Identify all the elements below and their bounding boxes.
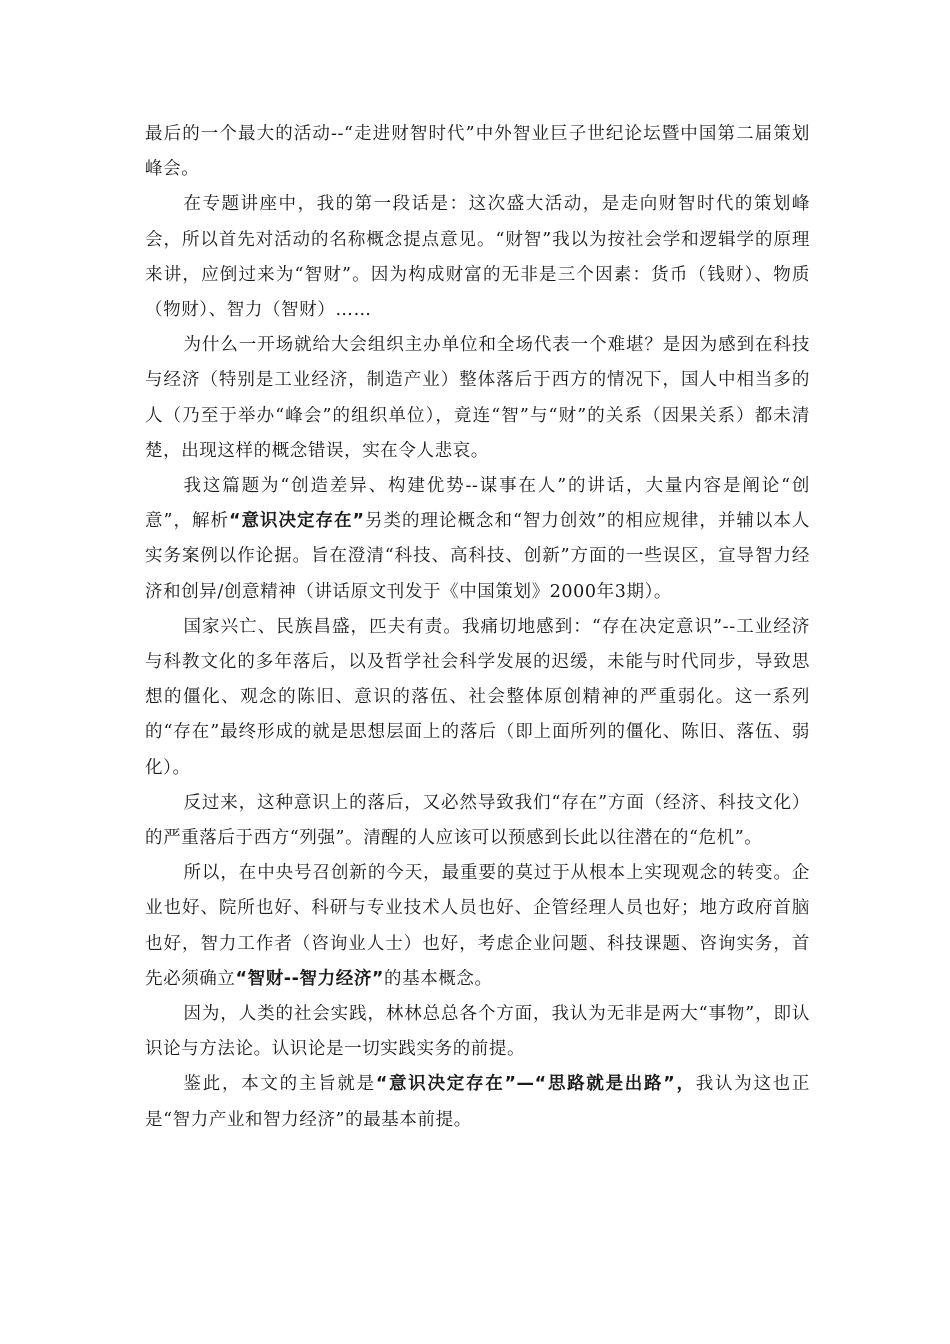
paragraph-1 [145, 187, 810, 328]
paragraph-0 [145, 117, 810, 187]
document-body [145, 117, 810, 1138]
paragraph-text: 国家兴亡、民族昌盛，匹夫有责。我痛切地感到：“存在决定意识”--工业经济与科教文化的多年落后，以及哲学社会科学发展的迟缓，未能与时代同步，导致思想的僵化、观念的陈旧、意识的落伍、社会整体原创精神的严重弱化。这一系列的“存在”最终形成的就是思想层面上的落后（即上面所列的僵化、陈旧、落伍、弱化）。 [145, 616, 810, 778]
paragraph-text: 因为，人类的社会实践，林林总总各个方面，我认为无非是两大“事物”，即认识论与方法论。认识论是一切实践实务的前提。 [145, 1004, 810, 1060]
paragraph-text: 的基本概念。 [384, 968, 493, 989]
bold-emphasis: “智财--智力经济” [235, 968, 385, 989]
bold-emphasis: “意识决定存在”—“思路就是出路”， [375, 1074, 696, 1095]
bold-emphasis: “意识决定存在” [228, 511, 365, 532]
paragraph-7 [145, 997, 810, 1067]
paragraph-text: 另类的理论概念和“智力创效”的相应规律，并辅以本人实务案例以作论据。旨在澄清“科技、高科技、创新”方面的一些误区，宣导智力经济和创异/创意精神（讲话原文刊发于《中国策划》2000年3期）。 [145, 511, 810, 602]
paragraph-text: 在专题讲座中，我的第一段话是：这次盛大活动，是走向财智时代的策划峰会，所以首先对活动的名称概念提点意见。“财智”我以为按社会学和逻辑学的原理来讲，应倒过来为“智财”。因为构成财富的无非是三个因素：货币（钱财）、物质（物财）、智力（智财）…… [145, 194, 810, 321]
paragraph-4 [145, 610, 810, 786]
paragraph-5 [145, 786, 810, 856]
paragraph-text: 最后的一个最大的活动--“走进财智时代”中外智业巨子世纪论坛暨中国第二届策划峰会。 [145, 124, 810, 180]
paragraph-text: 我认为这也正是“智力产业和智力经济”的最基本前提。 [145, 1074, 811, 1130]
paragraph-8 [145, 1067, 810, 1137]
paragraph-2 [145, 328, 810, 469]
paragraph-3 [145, 469, 810, 610]
paragraph-text: 为什么一开场就给大会组织主办单位和全场代表一个难堪？是因为感到在科技与经济（特别是工业经济，制造产业）整体落后于西方的情况下，国人中相当多的人（乃至于举办“峰会”的组织单位），竟连“智”与“财”的关系（因果关系）都未清楚，出现这样的概念错误，实在令人悲哀。 [145, 335, 810, 461]
paragraph-text: 鉴此，本文的主旨就是 [183, 1074, 376, 1095]
paragraph-text: 反过来，这种意识上的落后，又必然导致我们“存在”方面（经济、科技文化）的严重落后于西方“列强”。清醒的人应该可以预感到长此以往潜在的“危机”。 [145, 792, 810, 849]
paragraph-text: 我这篇题为“创造差异、构建优势--谋事在人”的讲话，大量内容是阐论“创意”，解析 [145, 476, 810, 532]
paragraph-6 [145, 856, 810, 997]
paragraph-text: 所以，在中央号召创新的今天，最重要的莫过于从根本上实现观念的转变。企业也好、院所也好、科研与专业技术人员也好、企管经理人员也好；地方政府首脑也好，智力工作者（咨询业人士）也好，考虑企业问题、科技课题、咨询实务，首先必须确立 [145, 863, 810, 989]
